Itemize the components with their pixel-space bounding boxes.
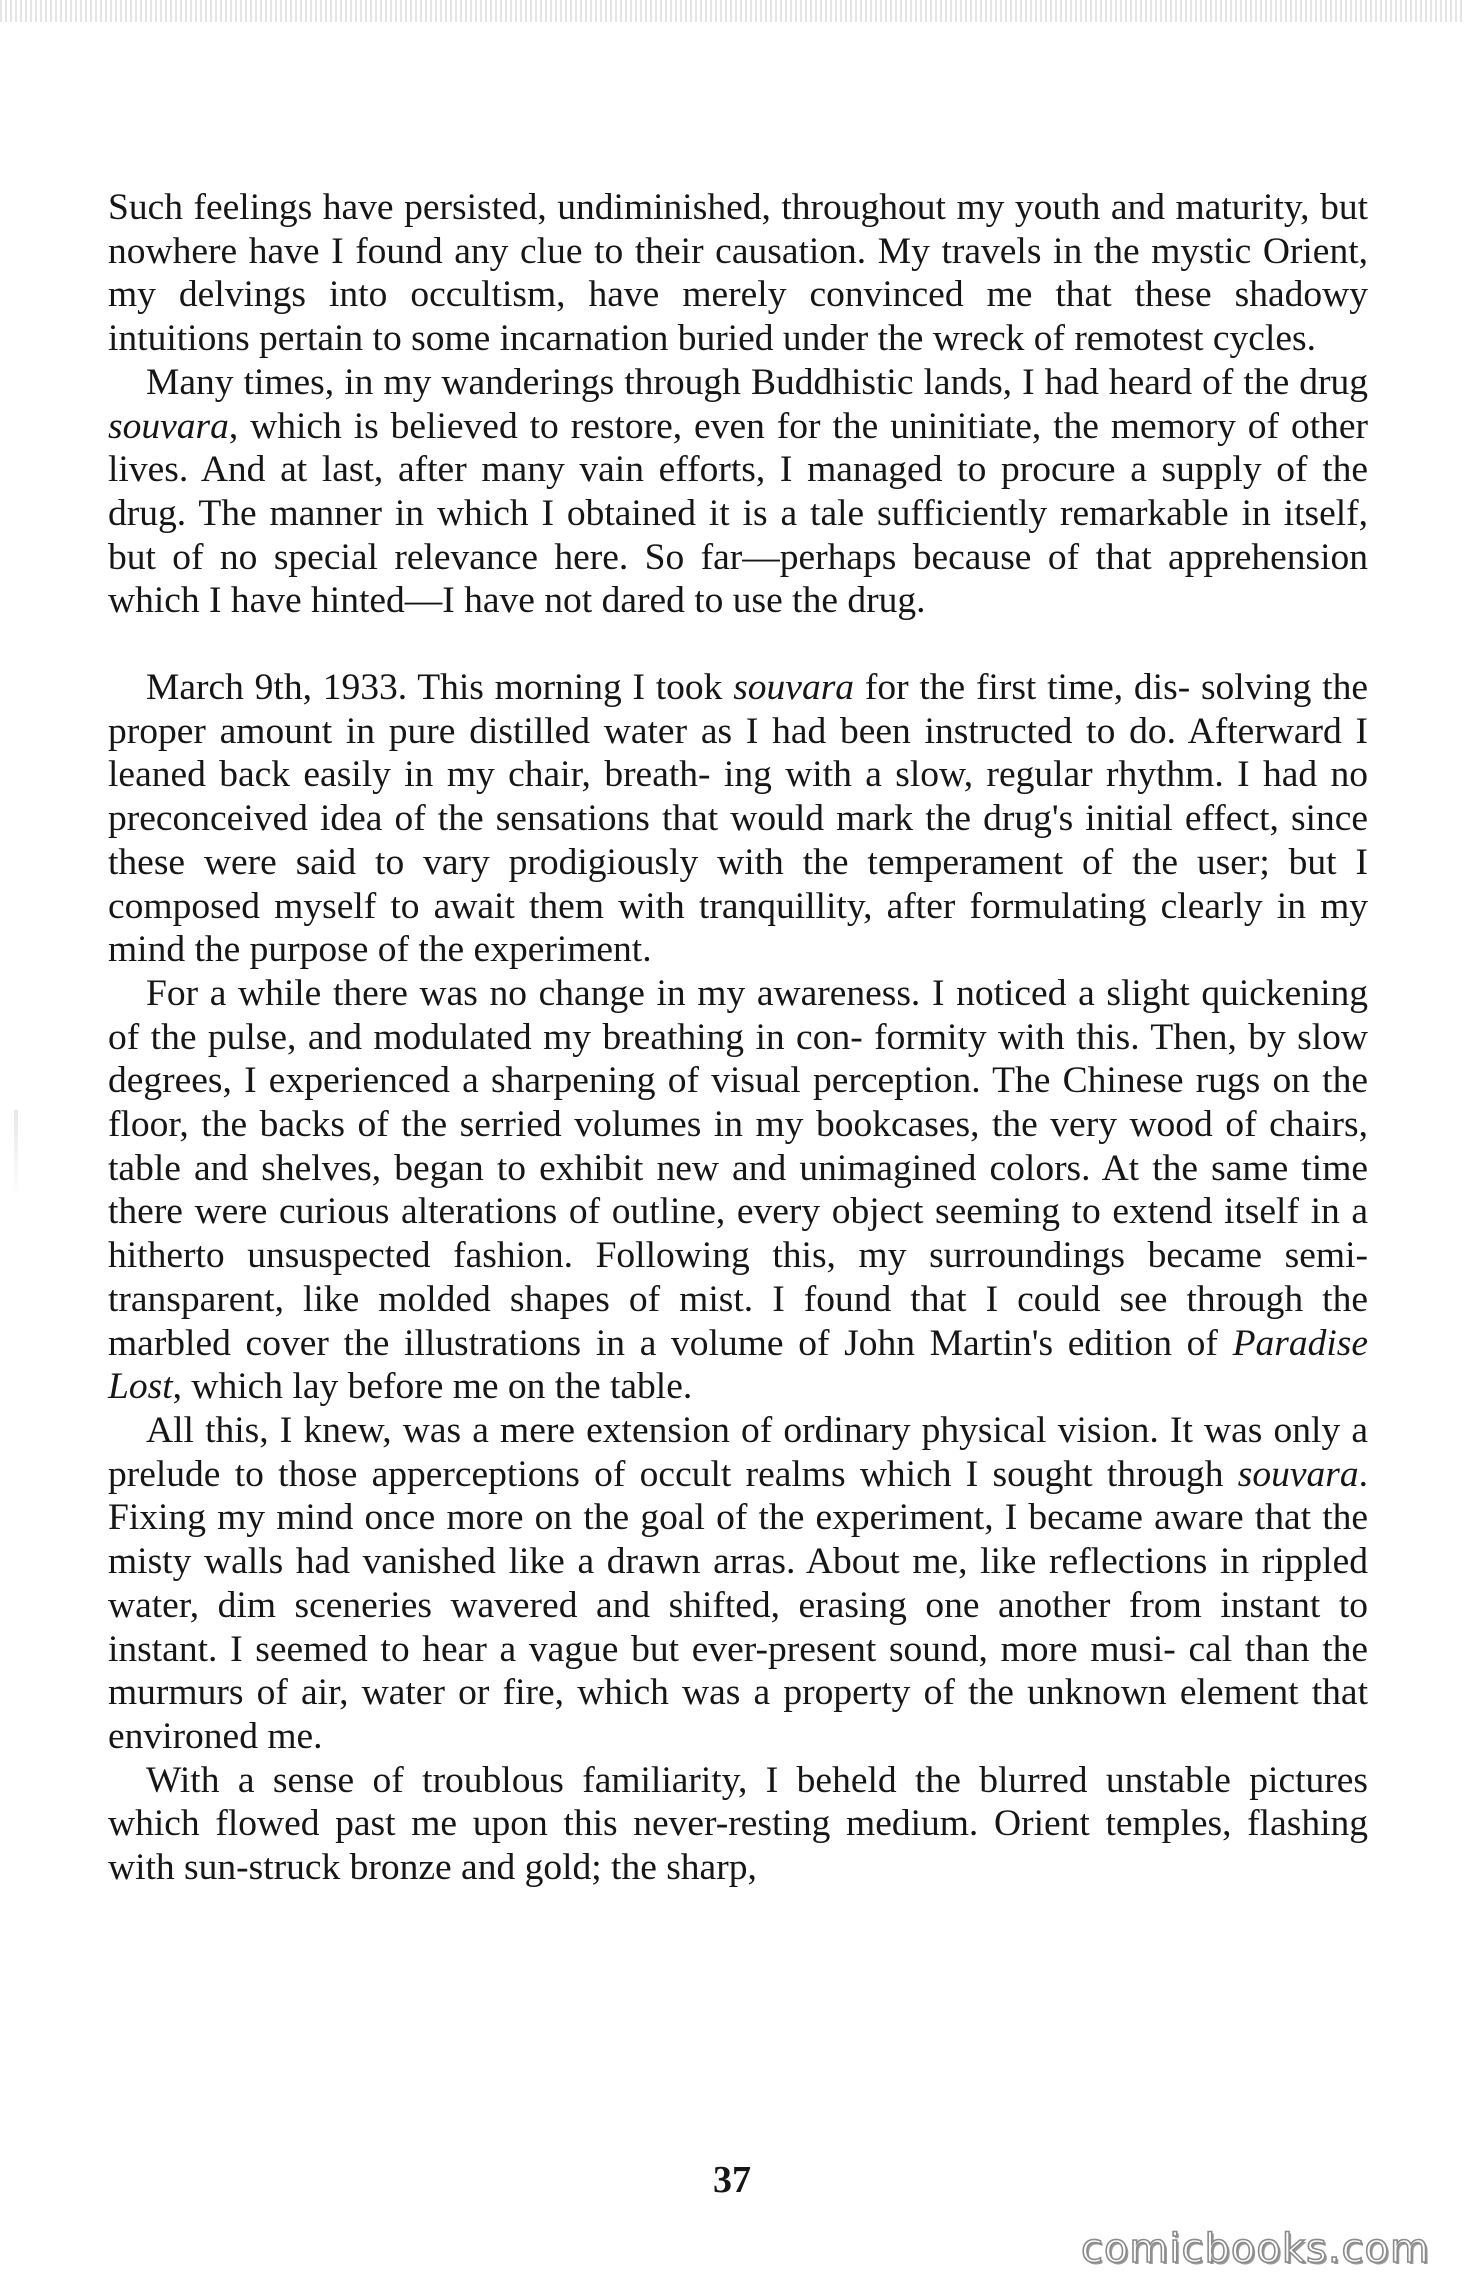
text-line: With a sense of troublous familiarity, I beheld the blurred unstable: [146, 1759, 1231, 1801]
text-line: of visual perception. The Chinese rugs on the floor, the backs of the: [108, 1060, 1368, 1146]
text-line: and maturity, but nowhere have I found any clue to their causation.: [108, 187, 1368, 272]
text-line: which I obtained it is a tale sufficiently remarkable in itself, but of no: [108, 492, 1369, 578]
page-number: 37: [713, 2159, 751, 2201]
text-line: Many times, in my wanderings through Buddhistic lands, I had: [146, 361, 1099, 403]
text-line: special relevance here. So far—perhaps because of that apprehension: [273, 536, 1368, 578]
text-line: It was only a prelude to those apperceptions of occult realms which: [108, 1409, 1369, 1495]
text-line: cal than the murmurs of air, water or fire, which was a property of: [108, 1628, 1369, 1714]
text-line: in a volume of John Martin's edition of Paradise Lost, which lay: [108, 1322, 1368, 1408]
text-line: instructed to do. Afterward I leaned back easily in my chair, breath-: [108, 710, 1369, 796]
text-line: uninitiate, the memory of other lives. And at last, after many vain: [108, 405, 1369, 491]
paragraph: [108, 1409, 1368, 1759]
text-line: solving the proper amount in pure distilled water as I had been: [108, 667, 1368, 752]
text-line: I sought through souvara. Fixing my mind once more on the goal of: [108, 1453, 1369, 1539]
text-line: All this, I knew, was a mere extension of ordinary physical vision.: [146, 1409, 1159, 1451]
text-line: efforts, I managed to procure a supply of the drug. The manner in: [108, 449, 1369, 534]
text-line: serried volumes in my bookcases, the very wood of chairs, table and: [108, 1104, 1368, 1189]
text-line: which I have hinted—I have not dared to use the drug.: [108, 580, 926, 622]
text-line: pictures which flowed past me upon this never-resting medium.: [108, 1759, 1368, 1845]
text-line: surroundings became semi-transparent, like molded shapes of mist.: [108, 1235, 1368, 1320]
text-line: formity with this. Then, by slow degrees, I experienced a sharpening: [108, 1016, 1368, 1102]
text-line: time there were curious alterations of outline, every object seeming: [108, 1147, 1369, 1233]
text-line: composed myself to await them with tranquillity, after formulating: [108, 885, 1147, 927]
text-line: before me on the table.: [347, 1366, 693, 1408]
text-line: For a while there was no change in my awareness. I noticed a: [146, 972, 1095, 1014]
text-line: sceneries wavered and shifted, erasing one another from instant to: [294, 1584, 1368, 1626]
site-watermark: comicbooks.com: [1080, 2226, 1430, 2272]
text-line: incarnation buried under the wreck of remotest cycles.: [499, 318, 1316, 360]
text-line: the experiment, I became aware that the misty walls had vanished: [108, 1497, 1369, 1583]
text-line: slight quickening of the pulse, and modulated my breathing in con-: [108, 972, 1368, 1058]
paragraph: [108, 1759, 1368, 1890]
paragraph: [108, 186, 1368, 361]
text-line: My travels in the mystic Orient, my delvings into occultism, have: [108, 230, 1368, 316]
text-line: said to vary prodigiously with the temperament of the user; but I: [295, 841, 1368, 883]
text-line: merely convinced me that these shadowy intuitions pertain to some: [108, 274, 1368, 360]
text-line: instant. I seemed to hear a vague but ever-present sound, more musi-: [108, 1628, 1176, 1670]
text-line: shelves, began to exhibit new and unimagined colors. At the same: [261, 1147, 1289, 1189]
scan-margin-shadow: [14, 1110, 18, 1200]
paragraph: [108, 972, 1368, 1409]
paragraph: [108, 361, 1368, 623]
text-line: March 9th, 1933. This morning I took souvara for the first time, dis-: [146, 667, 1191, 709]
text-line: Orient temples, flashing with sun-struck bronze and gold; the sharp,: [108, 1803, 1368, 1889]
scanned-page-top-edge: [0, 0, 1464, 22]
text-line: sensations that would mark the drug's initial effect, since these were: [108, 798, 1369, 883]
paragraph: [108, 666, 1368, 972]
text-line: ing with a slow, regular rhythm. I had no preconceived idea of the: [108, 754, 1369, 840]
text-line: to extend itself in a hitherto unsuspected fashion. Following this, my: [108, 1191, 1369, 1277]
text-line: heard of the drug souvara, which is believed to restore, even for the: [108, 361, 1369, 447]
text-line: I found that I could see through the marbled cover the illustrations: [108, 1278, 1368, 1364]
text-line: like a drawn arras. About me, like reflections in rippled water, dim: [108, 1541, 1368, 1626]
text-line: clearly in my mind the purpose of the experiment.: [108, 885, 1368, 971]
text-line: Such feelings have persisted, undiminished, throughout my youth: [108, 187, 1101, 228]
story-text-body: [108, 186, 1368, 1890]
text-line: the unknown element that environed me.: [108, 1672, 1368, 1757]
